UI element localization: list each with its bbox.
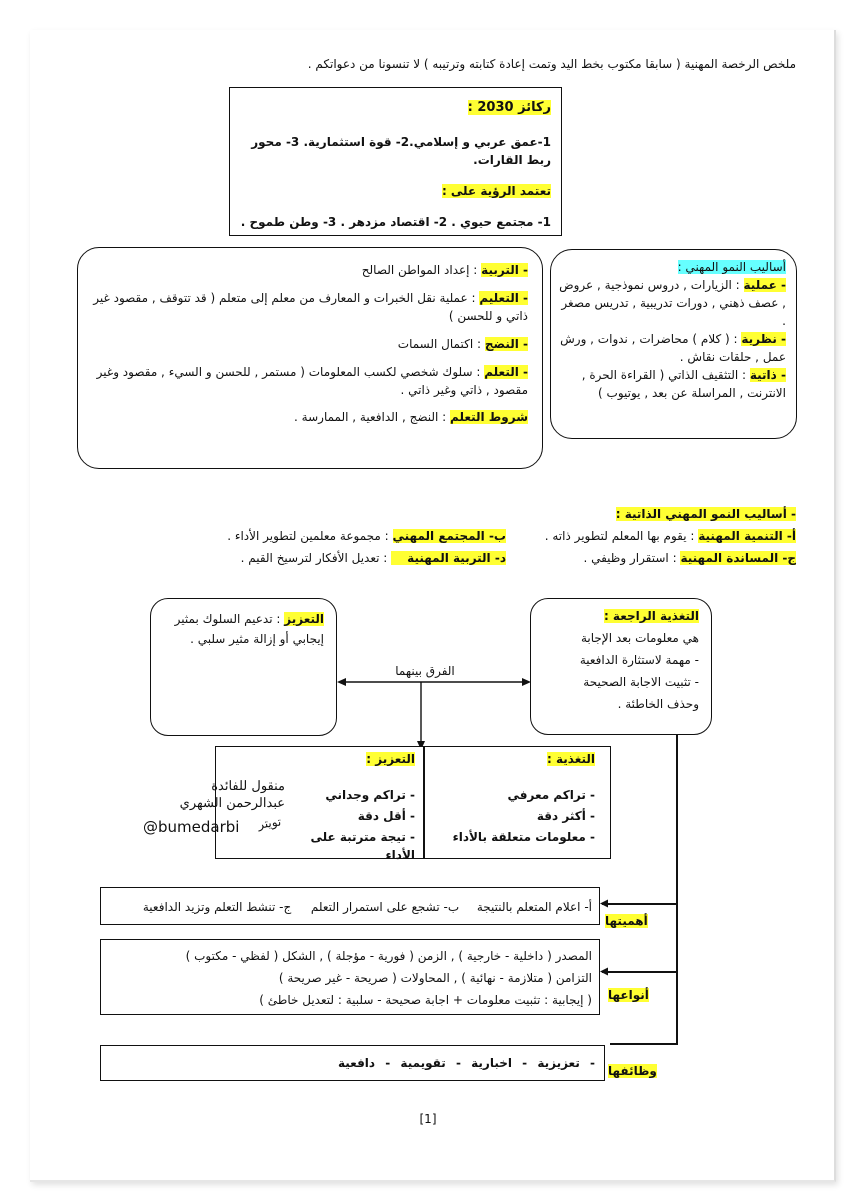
feedback-line: هي معلومات بعد الإجابة — [581, 631, 699, 645]
credit-handle: @bumedarbi — [143, 818, 240, 836]
def-maturity-text: : اكتمال السمات — [397, 337, 482, 351]
credit-line1: منقول للفائدة — [211, 779, 285, 794]
self-growth-d-text: : تعديل الأفكار لترسيخ القيم . — [240, 551, 388, 565]
def-education-label: - التربية — [481, 263, 528, 277]
arrow-left-icon — [600, 968, 608, 976]
difference-arrows — [337, 672, 531, 752]
types-line2: التزامن ( متلازمة - نهائية ) , المحاولات ( صريحة - غير صريحة ) — [278, 971, 592, 985]
connector-line — [676, 735, 678, 1045]
pillars-items: 1-عمق عربي و إسلامي.2- قوة استثمارية. 3- محور ربط القارات. — [251, 135, 551, 167]
vision-items: 1- مجتمع حيوي . 2- اقتصاد مزدهر . 3- وطن طموح . — [240, 215, 551, 229]
functions-items: - تعزيزية - اخبارية - تقويمية - دافعية — [338, 1056, 595, 1070]
self-growth-a-text: : يقوم بها المعلم لتطوير ذاته . — [544, 529, 695, 543]
feedback-line: - تثبيت الاجابة الصحيحة — [583, 675, 699, 689]
types-label: أنواعها — [608, 988, 649, 1002]
self-growth-c-label: ج- المساندة المهنية — [680, 551, 796, 565]
arrow-left-icon — [600, 900, 608, 908]
importance-label: أهميتها — [605, 914, 648, 928]
comparison-feedback-item: - أكثر دقة — [536, 809, 595, 823]
comparison-reinforcement-item: - تيجة مترتبة على الأداء — [310, 830, 415, 862]
comparison-feedback-item: - معلومات متعلقة بالأداء — [452, 830, 595, 844]
feedback-line: - مهمة لاستثارة الدافعية — [579, 653, 699, 667]
credit-line3: تويتر — [257, 814, 282, 832]
importance-a: أ- اعلام المتعلم بالنتيجة — [476, 900, 592, 914]
functions-label: وظائفها — [608, 1064, 657, 1078]
def-conditions-label: شروط التعلم — [450, 410, 528, 424]
pillars-title: ركائز 2030 : — [467, 100, 551, 115]
credit-block — [140, 778, 285, 812]
types-line1: المصدر ( داخلية - خارجية ) , الزمن ( فورية - مؤجلة ) , الشكل ( لفظي - مكتوب ) — [185, 949, 592, 963]
growth-practical-label: - عملية — [743, 278, 786, 292]
growth-practical-text: : الزيارات , دروس نموذجية , عروض , عصف ذهني , دورات تدريبية , تدريس مصغر . — [559, 278, 786, 328]
vision-title: تعتمد الرؤية على : — [441, 184, 551, 198]
definitions-box — [77, 247, 543, 469]
self-growth-b — [190, 527, 506, 545]
self-growth-d-label: د- التربية المهنية — [391, 551, 506, 565]
def-maturity-label: - النضج — [484, 337, 528, 351]
comparison-reinforcement-item: - تراكم وجداني — [325, 788, 415, 802]
feedback-box — [530, 598, 712, 735]
def-learning-text: : سلوك شخصي لكسب المعلومات ( مستمر , للحسن و السيء , مقصود وغير مقصود , ذاتي وغير ذاتي . — [96, 365, 528, 397]
difference-label: الفرق بينهما — [395, 664, 455, 678]
growth-title: أساليب النمو المهني : — [677, 260, 786, 274]
def-learning-label: - التعلم — [484, 365, 528, 379]
comparison-feedback-item: - تراكم معرفي — [507, 788, 595, 802]
self-growth-c-text: : استقرار وظيفي . — [583, 551, 677, 565]
reinforcement-title: التعزيز — [284, 612, 324, 626]
growth-theoretical-text: : ( كلام ) محاضرات , ندوات , ورش عمل , حلقات نقاش . — [560, 332, 786, 364]
reinforcement-box — [150, 598, 337, 736]
importance-b: ب- تشجع على استمرار التعلم — [310, 900, 460, 914]
types-line3: ( إيجابية : تثبيت معلومات + اجابة صحيحة - سلبية : لتعديل خاطئ ) — [259, 993, 592, 1007]
intro-text: ملخص الرخصة المهنية ( سابقا مكتوب بخط اليد وتمت إعادة كتابته وترتيبه ) لا تنسونا من دعواتكم . — [307, 57, 796, 71]
page-number: [1] — [419, 1112, 437, 1126]
reinforcement-text: : تدعيم السلوك بمثير إيجابي أو إزالة مثير سلبي . — [174, 612, 324, 646]
def-teaching-label: - التعليم — [479, 291, 528, 305]
growth-methods-box — [550, 249, 797, 439]
arrow-left-icon — [337, 678, 346, 686]
comparison-reinforcement-item: - أقل دقة — [357, 809, 415, 823]
self-growth-a-label: أ- التنمية المهنية — [698, 529, 796, 543]
types-lines — [104, 945, 592, 1011]
feedback-line: وحذف الخاطئة . — [617, 697, 699, 711]
self-growth-b-text: : مجموعة معلمين لتطوير الأداء . — [227, 529, 389, 543]
growth-self-label: - ذاتية — [749, 368, 786, 382]
def-conditions-text: : النضج , الدافعية , الممارسة . — [294, 410, 447, 424]
self-growth-title: - أساليب النمو المهني الذاتية : — [615, 507, 796, 521]
def-education-text: : إعداد المواطن الصالح — [361, 263, 478, 277]
self-growth-d — [190, 549, 506, 567]
credit-line2: عبدالرحمن الشهري — [179, 796, 285, 811]
growth-self-text: : التثقيف الذاتي ( القراءة الحرة , الانترنت , المراسلة عن بعد , يوتيوب ) — [581, 368, 786, 400]
growth-theoretical-label: - نظرية — [741, 332, 786, 346]
feedback-title: التغذية الراجعة : — [603, 609, 699, 623]
def-teaching-text: : عملية نقل الخبرات و المعارف من معلم إلى متعلم ( قد تتوقف , مقصود غير ذاتي و للحسن ) — [93, 291, 528, 323]
arrow-right-icon — [522, 678, 531, 686]
comparison-reinforcement-title: التعزيز : — [366, 752, 415, 766]
self-growth-c — [540, 549, 796, 567]
comparison-feedback-col — [425, 750, 595, 846]
comparison-reinforcement-col — [290, 750, 415, 864]
comparison-feedback-title: التغذية : — [547, 752, 595, 766]
self-growth-b-label: ب- المجتمع المهني — [392, 529, 506, 543]
self-growth-a — [530, 527, 796, 545]
pillars-box — [229, 87, 562, 236]
importance-row — [100, 898, 592, 916]
importance-c: ج- تنشط التعلم وتزيد الدافعية — [142, 900, 292, 914]
